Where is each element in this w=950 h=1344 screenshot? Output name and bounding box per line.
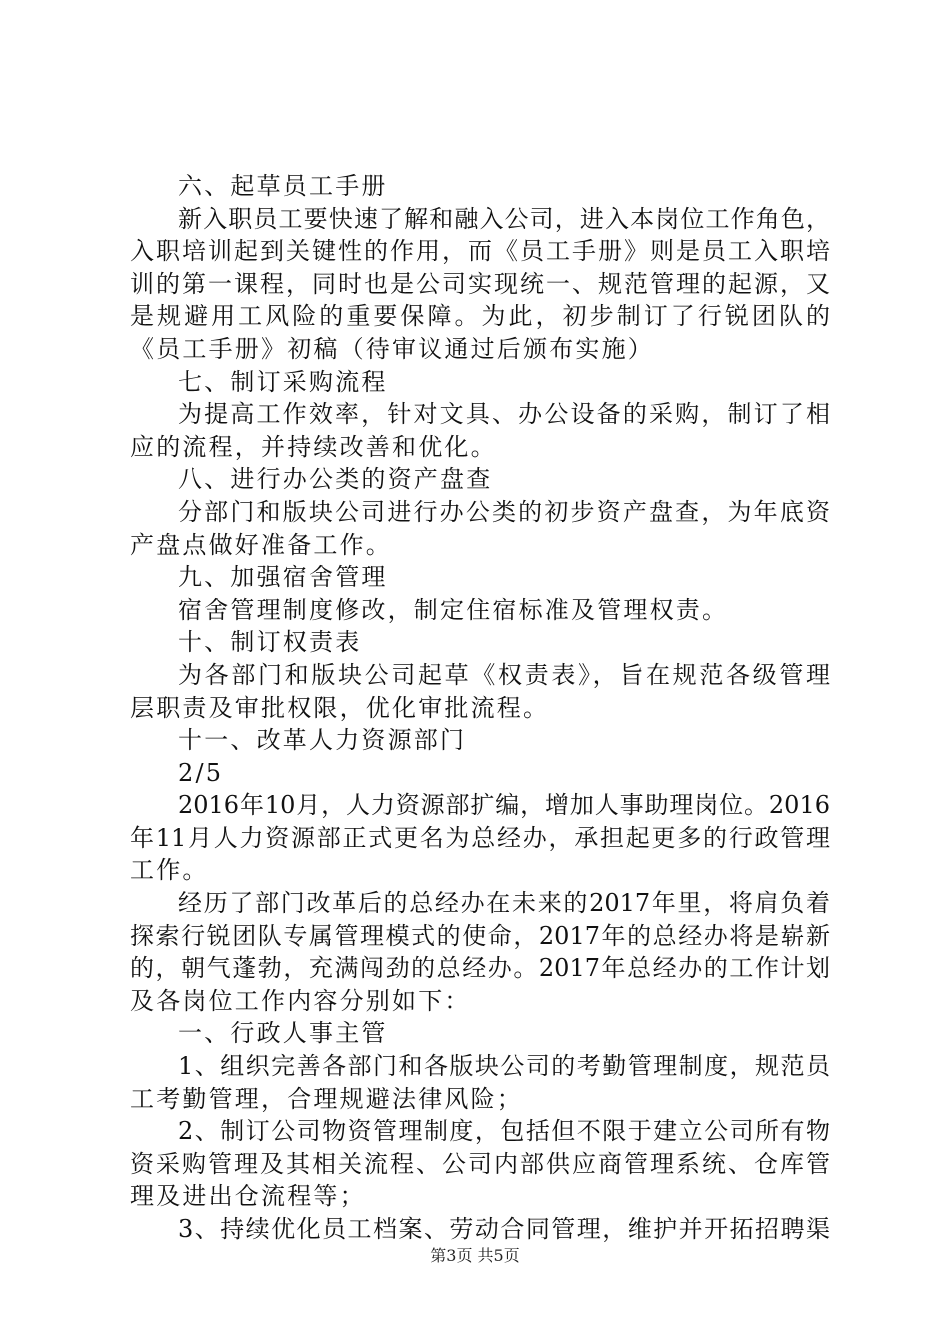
- text-line: 应的流程，并持续改善和优化。: [130, 432, 497, 461]
- text-line: 工考勤管理，合理规避法律风险；: [130, 1084, 523, 1113]
- text-line: 是规避用工风险的重要保障。为此，初步制订了行锐团队的: [130, 302, 830, 331]
- text-line: 分部门和版块公司进行办公类的初步资产盘查，为年底资: [178, 497, 830, 526]
- text-line: 为提高工作效率，针对文具、办公设备的采购，制订了相: [178, 400, 830, 429]
- text-line: 十、制订权责表: [178, 628, 362, 657]
- text-line: 入职培训起到关键性的作用，而《员工手册》则是员工入职培: [130, 237, 830, 266]
- text-line: 为各部门和版块公司起草《权责表》，旨在规范各级管理: [178, 660, 830, 689]
- text-line: 六、起草员工手册: [178, 172, 388, 200]
- text-line: 探索行锐团队专属管理模式的使命，2017年的总经办将是崭新: [130, 921, 830, 950]
- text-line: 的，朝气蓬勃，充满闯劲的总经办。2017年总经办的工作计划: [130, 954, 830, 983]
- text-line: 工作。: [130, 856, 209, 885]
- text-line: 八、进行办公类的资产盘查: [178, 465, 493, 494]
- text-line: 宿舍管理制度修改，制定住宿标准及管理权责。: [178, 595, 729, 624]
- text-line: 七、制订采购流程: [178, 367, 388, 396]
- text-line: 十一、改革人力资源部门: [178, 726, 467, 755]
- text-line: 层职责及审批权限，优化审批流程。: [130, 693, 550, 722]
- document-body: [130, 170, 830, 1246]
- page-footer: 第3页 共5页: [430, 1246, 520, 1265]
- text-line: 2016年10月，人力资源部扩编，增加人事助理岗位。2016: [178, 791, 830, 820]
- text-line: 一、行政人事主管: [178, 1019, 388, 1048]
- text-line: 九、加强宿舍管理: [178, 563, 388, 592]
- text-line: 年11月人力资源部正式更名为总经办，承担起更多的行政管理: [130, 823, 830, 852]
- text-line: 2/5: [178, 758, 224, 787]
- text-line: 资采购管理及其相关流程、公司内部供应商管理系统、仓库管: [130, 1149, 830, 1178]
- text-line: 新入职员工要快速了解和融入公司，进入本岗位工作角色，: [178, 204, 830, 233]
- text-line: 及各岗位工作内容分别如下：: [130, 986, 471, 1015]
- text-line: 理及进出仓流程等；: [130, 1182, 366, 1211]
- text-line: 经历了部门改革后的总经办在未来的2017年里，将肩负着: [178, 889, 830, 918]
- text-line: 《员工手册》初稿（待审议通过后颁布实施）: [130, 334, 654, 363]
- text-line: 3、持续优化员工档案、劳动合同管理，维护并开拓招聘渠: [178, 1215, 830, 1243]
- text-line: 1、组织完善各部门和各版块公司的考勤管理制度，规范员: [178, 1052, 830, 1081]
- text-line: 产盘点做好准备工作。: [130, 530, 392, 559]
- text-line: 训的第一课程，同时也是公司实现统一、规范管理的起源，又: [130, 269, 830, 298]
- text-line: 2、制订公司物资管理制度，包括但不限于建立公司所有物: [178, 1117, 830, 1146]
